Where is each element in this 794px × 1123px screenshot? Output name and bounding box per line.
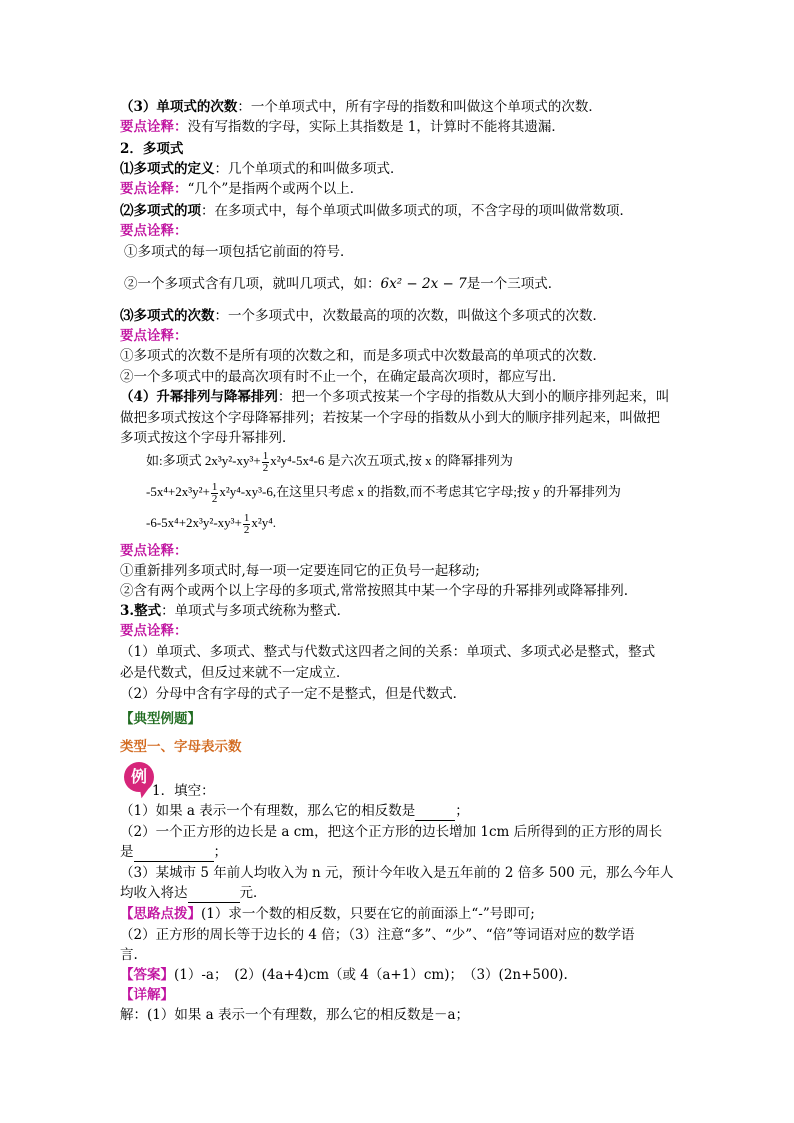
integral-expression-note-label: 要点诠释：: [120, 623, 188, 639]
polynomial-degree-note-1: ①多项式的次数不是所有项的次数之和，而是多项式中次数最高的单项式的次数．: [120, 348, 606, 364]
answer-blank: [188, 884, 240, 903]
type-one-title: 类型一、字母表示数: [120, 739, 242, 755]
polynomial-definition: ⑴多项式的定义：几个单项式的和叫做多项式．: [120, 161, 404, 177]
polynomial-definition-note: 要点诠释：“几个”是指两个或两个以上．: [120, 181, 364, 197]
detail-line: 解：(1）如果 a 表示一个有理数，那么它的相反数是－a；: [120, 1007, 470, 1023]
polynomial-degree-note-2: ②一个多项式中的最高次项有时不止一个，在确定最高次项时，都应写出．: [120, 369, 566, 385]
typical-examples-title: 【典型例题】: [120, 711, 201, 727]
monomial-degree-line: [120, 98, 602, 116]
question-2: （2）一个正方形的边长是 a cm，把这个正方形的边长增加 1cm 后所得到的正方形的周长: [120, 824, 663, 840]
polynomial-term-note-1: ①多项式的每一项包括它前面的符号．: [124, 244, 354, 260]
detail-label: 【详解】: [120, 987, 174, 1003]
ordering-note-1: ①重新排列多项式时,每一项一定要连同它的正负号一起移动;: [120, 563, 480, 579]
fraction-half: $\frac{1}{2}$: [211, 480, 218, 505]
question-title: 1．填空：: [152, 783, 215, 799]
monomial-degree-label: （3）单项式的次数: [120, 99, 238, 115]
integral-expression-note-2: （2）分母中含有字母的式子一定不是整式，但是代数式．: [120, 686, 467, 702]
question-1: （1）如果 a 表示一个有理数，那么它的相反数是 ；: [120, 803, 469, 819]
ordering-example-3: -6-5x⁴+2x³y²-xy³+ $\frac{1}{2}$ x²y⁴.: [146, 511, 277, 536]
fraction-half: $\frac{1}{2}$: [262, 449, 269, 474]
answer-label: 【答案】: [120, 967, 174, 983]
answer-blank: [415, 802, 455, 821]
ordering-definition-3: 多项式按这个字母升幂排列．: [120, 430, 296, 446]
hint-line-2: （2）正方形的周长等于边长的 4 倍；（3）注意“多”、“少”、“倍”等词语对应的数学语: [120, 927, 635, 943]
integral-expression-note-1: （1）单项式、多项式、整式与代数式这四者之间的关系：单项式、多项式必是整式，整式: [120, 644, 656, 660]
polynomial-heading: 2．多项式: [120, 141, 184, 157]
answer-blank: [134, 843, 214, 862]
integral-expression-note-1b: 必是代数式，但反过来就不一定成立．: [120, 665, 350, 681]
integral-expression-definition: 3.整式：单项式与多项式统称为整式．: [120, 603, 351, 619]
monomial-degree-text: ：一个单项式中，所有字母的指数和叫做这个单项式的次数．: [237, 99, 602, 115]
trinomial-formula: 6x² − 2x − 7: [380, 276, 467, 292]
polynomial-degree: ⑶多项式的次数：一个多项式中，次数最高的项的次数，叫做这个多项式的次数．: [120, 308, 606, 324]
question-3b: 均收入将达 元．: [120, 885, 267, 901]
hint-line-3: 言.: [120, 947, 138, 963]
hint-label: 【思路点拨】: [120, 906, 201, 922]
answer-line: 【答案】(1）-a； (2）(4a+4)cm（或 4（a+1）cm)； （3）(2n+500).: [120, 967, 568, 983]
polynomial-term: ⑵多项式的项：在多项式中，每个单项式叫做多项式的项，不含字母的项叫做常数项．: [120, 203, 633, 219]
question-2b: 是 ；: [120, 844, 227, 860]
ordering-example-1: 如:多项式 2x³y²-xy³+ $\frac{1}{2}$ x²y⁴-5x⁴-6 是六次五项式,按 x 的降幂排列为: [146, 449, 513, 474]
ordering-note-label: 要点诠释：: [120, 543, 188, 559]
fraction-half: $\frac{1}{2}$: [243, 511, 250, 536]
polynomial-term-note-2: ②一个多项式含有几项，就叫几项式，如：6x² − 2x − 7是一个三项式．: [124, 276, 562, 292]
ordering-note-2: ②含有两个或两个以上字母的多项式,常常按照其中某一个字母的升幂排列或降幂排列.: [120, 583, 629, 599]
polynomial-degree-note-label: 要点诠释：: [120, 328, 188, 344]
example-badge-icon: 例: [124, 762, 154, 792]
ordering-definition-1: （4）升幂排列与降幂排列：把一个多项式按某一个字母的指数从大到小的顺序排列起来，叫: [120, 389, 670, 405]
hint-line-1: 【思路点拨】(1）求一个数的相反数，只要在它的前面添上“-”号即可;: [120, 906, 535, 922]
question-3: （3）某城市 5 年前人均收入为 n 元，预计今年收入是五年前的 2 倍多 500 元，那么今年人: [120, 865, 674, 881]
ordering-example-2: -5x⁴+2x³y²+ $\frac{1}{2}$ x²y⁴-xy³-6,在这里只考虑 x 的指数,而不考虑其它字母;按 y 的升幂排列为: [146, 480, 621, 505]
ordering-definition-2: 做把多项式按这个字母降幂排列；若按某一个字母的指数从小到大的顺序排列起来，叫做把: [120, 410, 660, 426]
monomial-degree-note: 要点诠释：没有写指数的字母，实际上其指数是 1，计算时不能将其遗漏．: [120, 119, 565, 135]
polynomial-term-note-label: 要点诠释：: [120, 223, 188, 239]
